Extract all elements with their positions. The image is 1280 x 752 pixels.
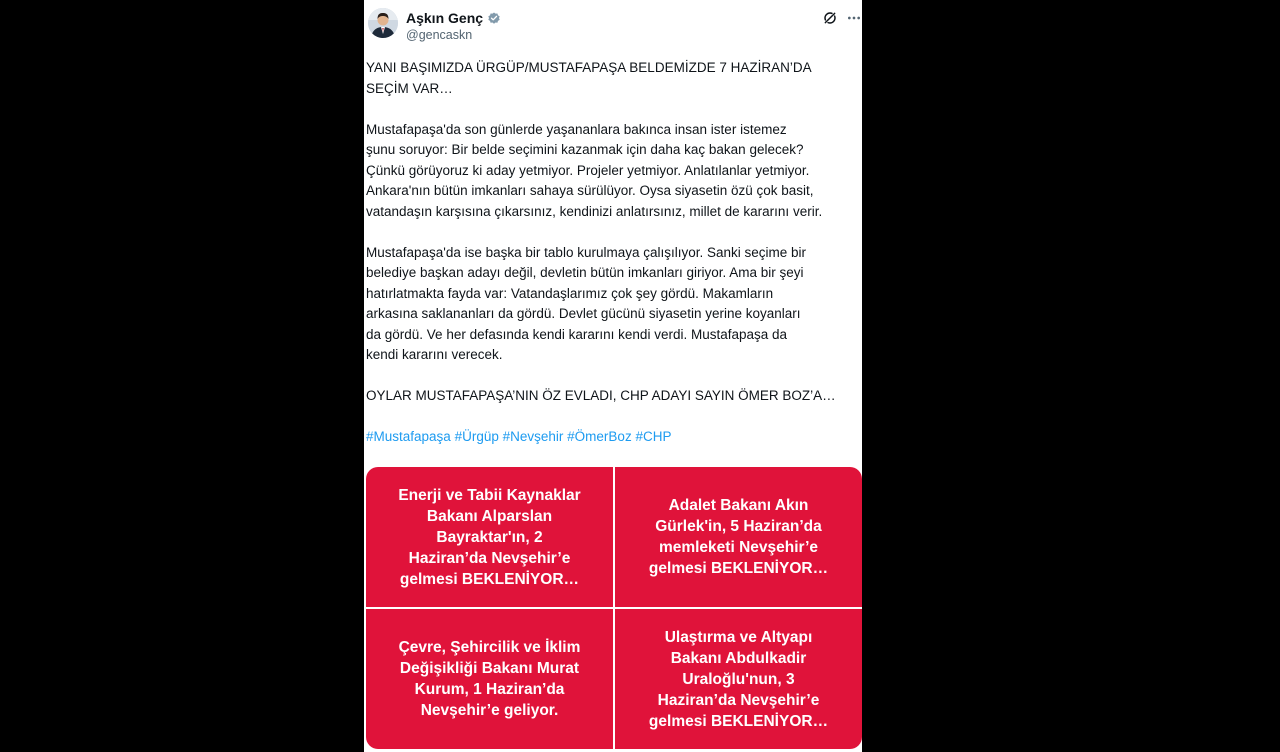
hashtag-link[interactable]: #Nevşehir xyxy=(502,429,564,444)
media-grid xyxy=(366,467,862,749)
media-image[interactable] xyxy=(366,609,613,749)
post-paragraph: OYLAR MUSTAFAPAŞA’NIN ÖZ EVLADI, CHP ADAYI SAYIN ÖMER BOZ’A… xyxy=(366,388,836,403)
hashtag-link[interactable]: #Ürgüp xyxy=(454,429,499,444)
hashtag-link[interactable]: #CHP xyxy=(635,429,672,444)
hashtag-link[interactable]: #ÖmerBoz xyxy=(567,429,632,444)
verified-badge-icon xyxy=(487,11,501,25)
avatar[interactable] xyxy=(368,8,398,38)
avatar-image xyxy=(368,8,398,38)
author-handle[interactable]: @gencaskn xyxy=(406,28,473,42)
post-text xyxy=(366,58,858,448)
media-image[interactable] xyxy=(615,609,862,749)
media-image-text: Ulaştırma ve Altyapı Bakanı Abdulkadir Uraloğlu'nun, 3 Haziran’da Nevşehir’e gelmesi BEKLENİYOR… xyxy=(648,628,829,730)
media-image[interactable] xyxy=(366,467,613,607)
post-paragraph: YANI BAŞIMIZDA ÜRGÜP/MUSTAFAPAŞA BELDEMİZDE 7 HAZİRAN’DA SEÇİM VAR… xyxy=(366,60,812,96)
media-image-text: Adalet Bakanı Akın Gürlek'in, 5 Haziran’da memleketi Nevşehir’e gelmesi BEKLENİYOR… xyxy=(648,497,829,577)
post-paragraph: Mustafapaşa'da son günlerde yaşananlara bakınca insan ister istemez şunu soruyor: Bir belde seçimini kazanmak için daha kaç bakan gelecek? Çünkü görüyoruz ki aday yetmiyor. Projeler yetmiyor. Anlatılanlar yetmiyor. Ankara'nın bütün imkanları sahaya sürülüyor. Oysa siyasetin özü çok basit, vatandaşın karşısına çıkarsınız, kendinizi anlatırsınız, millet de kararını verir. xyxy=(366,121,823,219)
grok-icon[interactable] xyxy=(822,10,838,26)
post-paragraph: Mustafapaşa'da ise başka bir tablo kurulmaya çalışılıyor. Sanki seçime bir belediye başkan adayı değil, devletin bütün imkanları giriyor. Ama bir şeyi hatırlatmakta fayda var: Vatandaşlarımız çok şey gördü. Makamların arkasına saklananları da gördü. Devlet gücünü siyasetin yerine koyanları da gördü. Ve her defasında kendi kararını kendi verdi. Mustafapaşa da kendi kararını verecek. xyxy=(366,244,807,362)
hashtag-link[interactable]: #Mustafapaşa xyxy=(366,429,451,444)
post-header xyxy=(364,0,862,50)
author-name-row[interactable] xyxy=(406,10,501,26)
author-name[interactable]: Aşkın Genç xyxy=(406,10,484,26)
post-card xyxy=(364,0,862,752)
media-image-text: Enerji ve Tabii Kaynaklar Bakanı Alparslan Bayraktar'ın, 2 Haziran’da Nevşehir’e gelmesi BEKLENİYOR… xyxy=(398,486,581,588)
hashtag-list xyxy=(366,427,858,448)
more-options-icon[interactable] xyxy=(846,10,862,26)
media-image[interactable] xyxy=(615,467,862,607)
media-image-text: Çevre, Şehircilik ve İklim Değişikliği Bakanı Murat Kurum, 1 Haziran’da Nevşehir’e geliyor. xyxy=(398,639,581,719)
